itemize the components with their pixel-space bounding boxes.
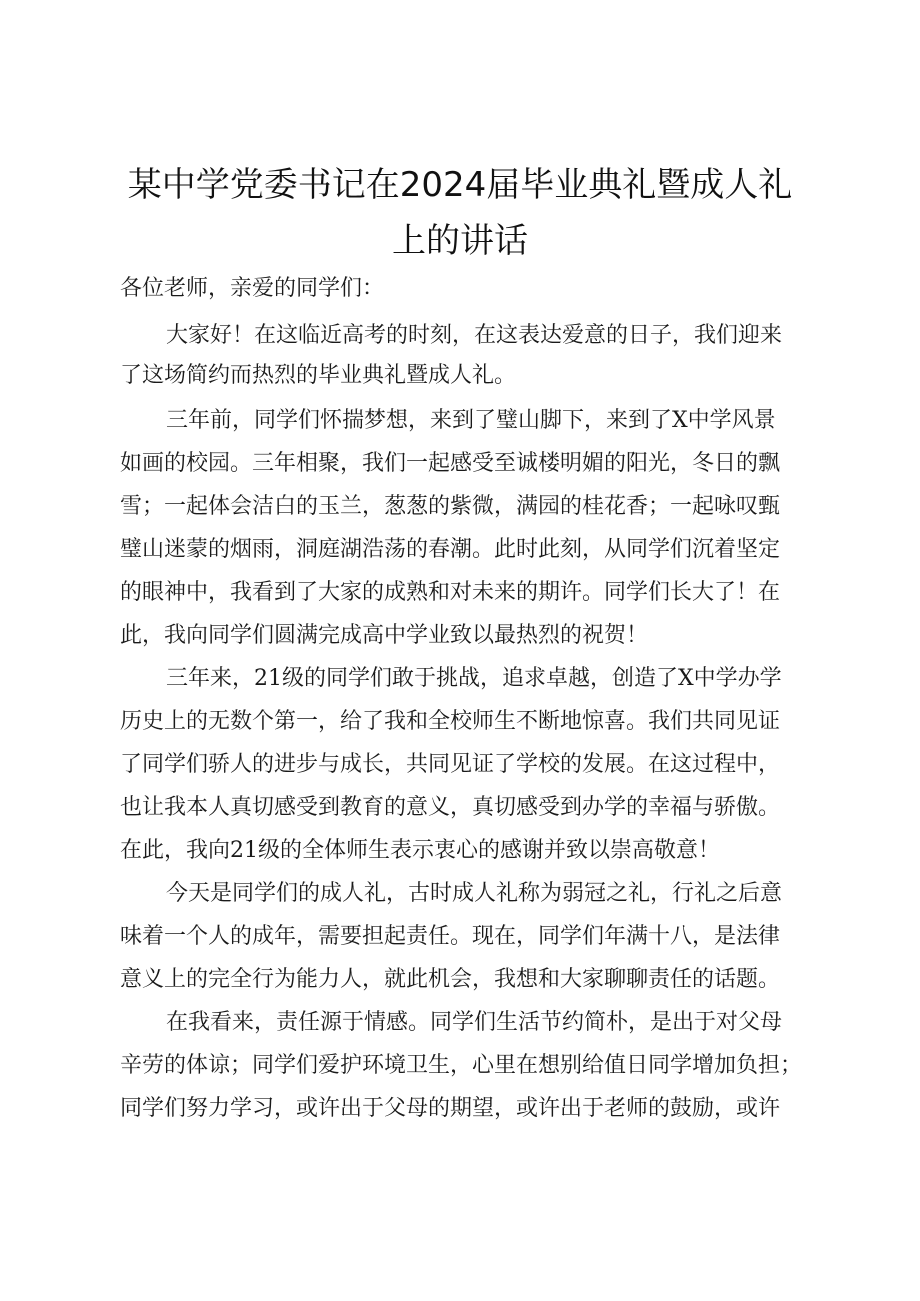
paragraph-5-line-2: 辛劳的体谅；同学们爱护环境卫生，心里在想别给值日同学增加负担； — [120, 1053, 803, 1078]
paragraph-4-line-2: 味着一个人的成年，需要担起责任。现在，同学们年满十八，是法律 — [120, 924, 781, 949]
paragraph-2-line-5: 的眼神中，我看到了大家的成熟和对未来的期许。同学们长大了！在 — [120, 580, 781, 605]
paragraph-3-line-3: 了同学们骄人的进步与成长，共同见证了学校的发展。在这过程中， — [120, 752, 781, 777]
paragraph-2-line-4: 璧山迷蒙的烟雨，洞庭湖浩荡的春潮。此时此刻，从同学们沉着坚定 — [120, 537, 781, 562]
paragraph-5-line-3: 同学们努力学习，或许出于父母的期望，或许出于老师的鼓励，或许 — [120, 1096, 781, 1121]
paragraph-4-line-3: 意义上的完全行为能力人，就此机会，我想和大家聊聊责任的话题。 — [120, 967, 781, 992]
paragraph-1-line-2: 了这场简约而热烈的毕业典礼暨成人礼。 — [120, 363, 517, 388]
paragraph-2-line-2: 如画的校园。三年相聚，我们一起感受至诚楼明媚的阳光，冬日的飘 — [120, 451, 781, 476]
paragraph-2-line-3: 雪；一起体会洁白的玉兰，葱葱的紫微，满园的桂花香；一起咏叹甄 — [120, 494, 781, 519]
paragraph-5-line-1: 在我看来，责任源于情感。同学们生活节约简朴，是出于对父母 — [166, 1010, 783, 1035]
document-title-line-2: 上的讲话 — [392, 221, 528, 261]
paragraph-3-line-4: 也让我本人真切感受到教育的意义，真切感受到办学的幸福与骄傲。 — [120, 795, 781, 820]
salutation: 各位老师，亲爱的同学们： — [120, 276, 385, 301]
paragraph-3-line-1: 三年来，21级的同学们敢于挑战，追求卓越，创造了X中学办学 — [166, 666, 782, 691]
paragraph-3-line-2: 历史上的无数个第一，给了我和全校师生不断地惊喜。我们共同见证 — [120, 709, 781, 734]
paragraph-2-line-6: 此，我向同学们圆满完成高中学业致以最热烈的祝贺！ — [120, 623, 649, 648]
paragraph-2-line-1: 三年前，同学们怀揣梦想，来到了璧山脚下，来到了X中学风景 — [166, 408, 776, 433]
paragraph-4-line-1: 今天是同学们的成人礼，古时成人礼称为弱冠之礼，行礼之后意 — [166, 881, 783, 906]
paragraph-1-line-1: 大家好！在这临近高考的时刻，在这表达爱意的日子，我们迎来 — [166, 323, 783, 348]
document-title-line-1: 某中学党委书记在2024届毕业典礼暨成人礼 — [127, 165, 793, 205]
paragraph-3-line-5: 在此，我向21级的全体师生表示衷心的感谢并致以崇高敬意！ — [120, 838, 720, 863]
